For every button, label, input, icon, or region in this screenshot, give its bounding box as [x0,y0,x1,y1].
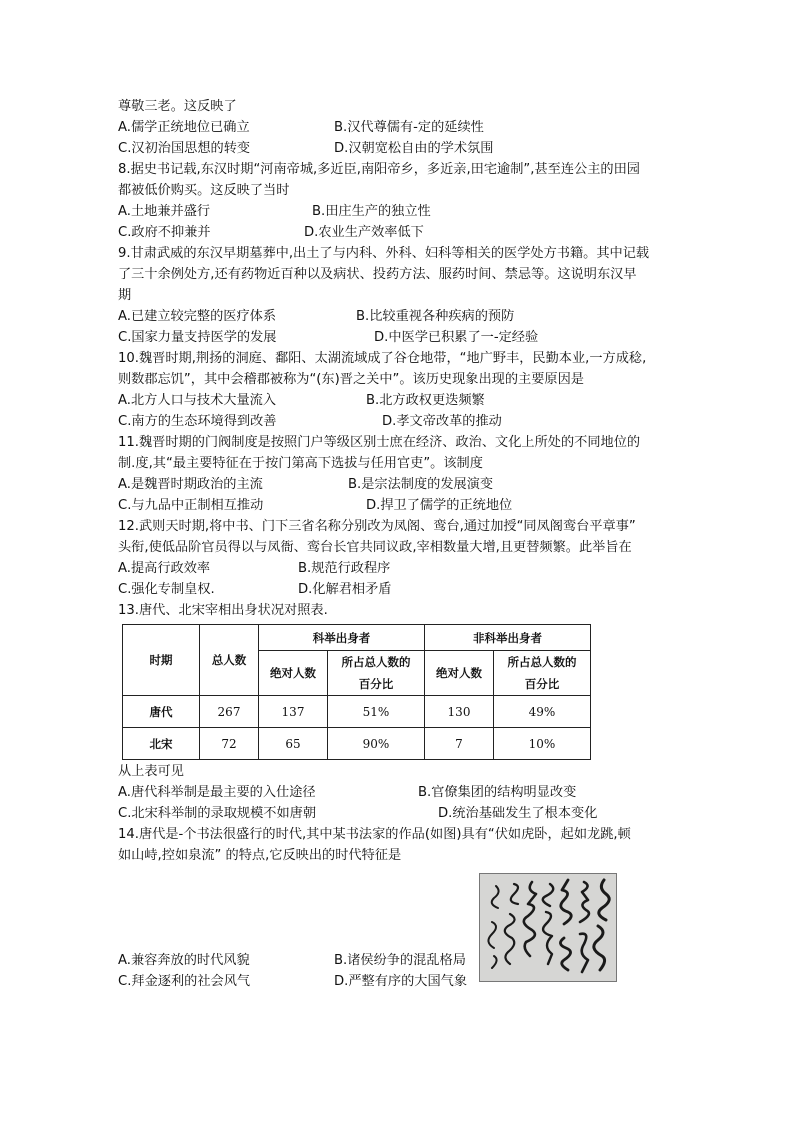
table-row [123,696,591,728]
q9-option-a: A.已建立较完整的医疗体系 [118,309,277,324]
q11-option-b: B.是宗法制度的发展演变 [348,477,494,492]
header-pct-nonkeju-line2: 百分比 [524,677,560,691]
header-pct-nonkeju-line1: 所占总人数的 [507,655,577,669]
q13-stem: 13.唐代、北宋宰相出身状况对照表. [118,603,328,618]
header-pct-nonkeju [494,651,591,696]
q12-option-b: B.规范行政程序 [298,561,391,576]
q8-options-row2 [118,222,678,243]
header-abs-keju: 绝对人数 [259,651,328,696]
q10-option-a: A.北方人口与技术大量流入 [118,393,277,408]
header-nonkeju: 非科举出身者 [425,625,591,651]
q13-option-b: B.官僚集团的结构明显改变 [418,785,577,800]
q12-options-row1 [118,558,678,579]
q12-option-d: D.化解君相矛盾 [298,582,392,597]
row-pct-nonkeju: 49% [494,696,591,728]
q8-stem-line1: 8.据史书记载,东汉时期“河南帝城,多近臣,南阳帝乡，多近亲,田宅逾制”,甚至连公主的田园 [118,162,640,177]
q9-option-d: D.中医学已积累了一-定经验 [374,330,539,345]
calligraphy-artwork-image [479,873,617,982]
header-pct-keju-line1: 所占总人数的 [341,655,411,669]
q10-option-d: D.孝文帝改革的推动 [382,414,502,429]
q9-option-b: B.比较重视各种疾病的预防 [356,309,515,324]
q8-stem-line2: 都被低价购买。这反映了当时 [118,183,290,198]
q7-option-a: A.儒学正统地位已确立 [118,120,250,135]
q7-stem-tail: 尊敬三老。这反映了 [118,99,237,114]
q8-option-d: D.农业生产效率低下 [304,225,424,240]
header-abs-nonkeju: 绝对人数 [425,651,494,696]
q14-stem-line1: 14.唐代是-个书法很盛行的时代,其中某书法家的作品(如图)具有“伏如虎卧，起如龙跳,顿 [118,827,631,842]
q11-stem-line1: 11.魏晋时期的门阀制度是按照门户等级区别士庶在经济、政治、文化上所处的不同地位的 [118,435,641,450]
q14-stem-line2: 如山峙,控如泉流” 的特点,它反映出的时代特征是 [118,848,402,863]
row-abs-keju: 137 [259,696,328,728]
q13-option-c: C.北宋科举制的录取规模不如唐朝 [118,806,317,821]
q11-options-row1 [118,474,678,495]
q10-stem-line2: 则数郡忘饥”，其中会稽郡被称为“(东)晋之关中”。该历史现象出现的主要原因是 [118,372,584,387]
q12-option-c: C.强化专制皇权. [118,582,215,597]
row-total: 72 [200,728,259,760]
q7-options-row2 [118,138,678,159]
q9-stem-line3: 期 [118,288,132,303]
row-abs-nonkeju: 130 [425,696,494,728]
q9-options-row1 [118,306,678,327]
header-total: 总人数 [200,625,259,696]
q7-option-b: B.汉代尊儒有-定的延续性 [334,120,484,135]
q11-options-row2 [118,495,678,516]
calligraphy-strokes-icon [480,874,616,981]
header-pct-keju [328,651,425,696]
q13-option-a: A.唐代科举制是最主要的入仕途径 [118,785,316,800]
q10-options-row1 [118,390,678,411]
q13-option-d: D.统治基础发生了根本变化 [438,806,598,821]
header-keju: 科举出身者 [259,625,425,651]
q9-option-c: C.国家力量支持医学的发展 [118,330,277,345]
q11-option-a: A.是魏晋时期政治的主流 [118,477,263,492]
row-total: 267 [200,696,259,728]
q13-options-row1 [118,782,678,803]
q13-after-table: 从上表可见 [118,764,184,779]
q8-option-a: A.土地兼并盛行 [118,204,211,219]
exam-page [118,96,678,992]
chancellor-background-table [122,624,591,760]
q11-stem-line2: 制.度,其“最主要特征在于按门第高下选拔与任用官吏”。该制度 [118,456,483,471]
q14-option-b: B.诸侯纷争的混乱格局 [334,953,466,968]
q13-options-row2 [118,803,678,824]
q11-option-d: D.捍卫了儒学的正统地位 [366,498,513,513]
q8-option-b: B.田庄生产的独立性 [312,204,431,219]
row-period: 北宋 [123,728,200,760]
q12-stem-line2: 头衔,使低品阶官员得以与凤衙、鸾台长官共同议政,宰相数量大增,且更替频繁。此举旨在 [118,540,632,555]
row-abs-nonkeju: 7 [425,728,494,760]
q9-options-row2 [118,327,678,348]
q12-stem-line1: 12.武则天时期,将中书、门下三省名称分别改为凤阁、鸾台,通过加授“同凤阁鸾台平章事” [118,519,636,534]
q12-option-a: A.提高行政效率 [118,561,211,576]
row-abs-keju: 65 [259,728,328,760]
row-pct-keju: 51% [328,696,425,728]
q11-option-c: C.与九品中正制相互推动 [118,498,264,513]
q12-options-row2 [118,579,678,600]
q9-stem-line1: 9.甘肃武威的东汉早期墓葬中,出土了与内科、外科、妇科等相关的医学处方书籍。其中记载 [118,246,650,261]
q10-option-b: B.北方政权更迭频繁 [366,393,485,408]
header-period: 时期 [123,625,200,696]
row-pct-nonkeju: 10% [494,728,591,760]
q10-stem-line1: 10.魏晋时期,荆扬的洞庭、鄱阳、太湖流域成了谷仓地带，“地广野丰，民勤本业,一方成稔, [118,351,647,366]
q7-option-d: D.汉朝宽松自由的学术氛围 [334,141,494,156]
row-pct-keju: 90% [328,728,425,760]
q10-option-c: C.南方的生态环境得到改善 [118,414,277,429]
q14-option-c: C.拜金逐利的社会风气 [118,974,251,989]
row-period: 唐代 [123,696,200,728]
q14-option-a: A.兼容奔放的时代风貌 [118,953,250,968]
header-pct-keju-line2: 百分比 [358,677,394,691]
table-row [123,728,591,760]
q9-stem-line2: 了三十余例处方,还有药物近百种以及病状、投药方法、服药时间、禁忌等。这说明东汉早 [118,267,637,282]
q7-options-row1 [118,117,678,138]
q8-options-row1 [118,201,678,222]
q10-options-row2 [118,411,678,432]
q7-option-c: C.汉初治国思想的转变 [118,141,251,156]
q8-option-c: C.政府不抑兼并 [118,225,211,240]
q14-option-d: D.严整有序的大国气象 [334,974,468,989]
